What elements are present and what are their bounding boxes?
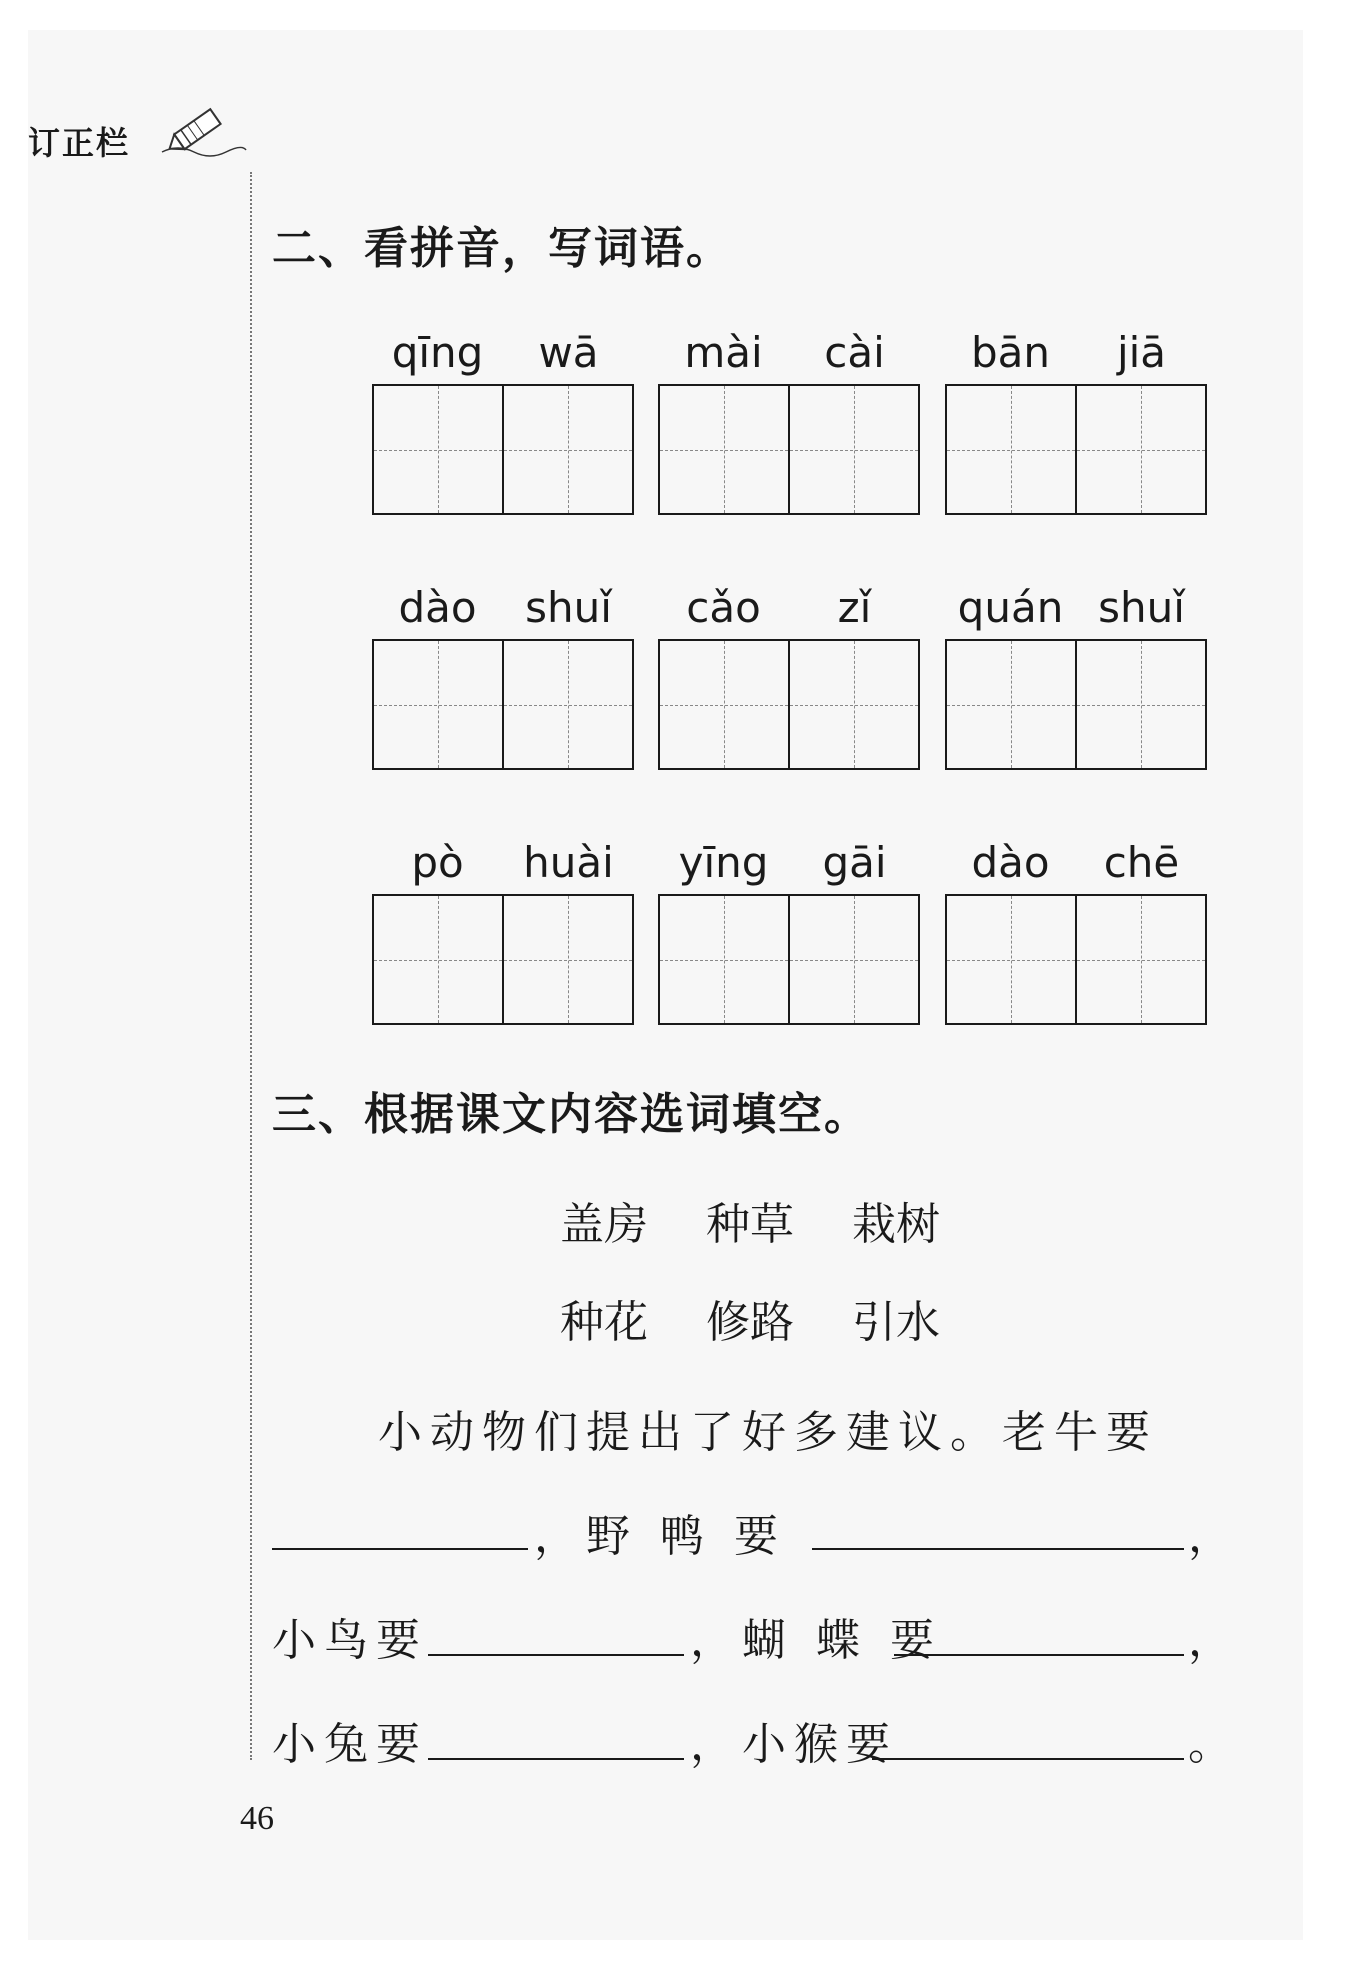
writing-cell[interactable] — [660, 386, 788, 513]
page-number: 46 — [240, 1800, 274, 1837]
answer-blank-monkey[interactable] — [872, 1758, 1184, 1760]
pinyin-syllable: quán — [957, 583, 1064, 632]
passage-text: ，野 鸭 要 — [534, 1511, 786, 1562]
correction-column-label: 订正栏 — [28, 124, 131, 162]
answer-blank-rabbit[interactable] — [428, 1758, 684, 1760]
answer-blank-old-cow[interactable] — [272, 1548, 528, 1550]
section-2-heading: 二、看拼音，写词语。 — [272, 223, 732, 274]
writing-grid — [658, 384, 920, 515]
writing-cell[interactable] — [1075, 641, 1205, 768]
writing-grid — [658, 894, 920, 1025]
writing-grid — [945, 384, 1207, 515]
answer-blank-wild-duck[interactable] — [812, 1548, 1184, 1550]
writing-cell[interactable] — [660, 896, 788, 1023]
writing-cell[interactable] — [1075, 386, 1205, 513]
passage-text: 小鸟要 — [272, 1615, 428, 1666]
writing-cell[interactable] — [788, 386, 918, 513]
pinyin-syllable: wā — [538, 328, 599, 377]
passage-text: ，蝴 蝶 要 — [690, 1615, 942, 1666]
writing-cell[interactable] — [947, 386, 1075, 513]
writing-cell[interactable] — [660, 641, 788, 768]
writing-cell[interactable] — [502, 641, 632, 768]
answer-blank-bird[interactable] — [428, 1654, 684, 1656]
margin-divider — [250, 172, 252, 1760]
writing-grid — [372, 639, 634, 770]
writing-cell[interactable] — [788, 641, 918, 768]
punctuation: ， — [1188, 1511, 1240, 1562]
pinyin-syllable: gāi — [822, 838, 887, 887]
writing-cell[interactable] — [374, 641, 502, 768]
pinyin-syllable: dào — [398, 583, 477, 632]
section-3-heading: 三、根据课文内容选词填空。 — [272, 1089, 870, 1140]
word-option: 盖房 — [560, 1199, 648, 1250]
writing-cell[interactable] — [502, 896, 632, 1023]
word-options-row-2 — [560, 1286, 940, 1350]
pinyin-syllable: bān — [970, 328, 1051, 377]
pinyin-syllable: qīng — [391, 328, 484, 377]
writing-cell[interactable] — [374, 896, 502, 1023]
writing-grid — [658, 639, 920, 770]
pinyin-syllable: jiā — [1116, 328, 1167, 377]
writing-cell[interactable] — [374, 386, 502, 513]
word-option: 种花 — [560, 1297, 648, 1348]
word-option: 种草 — [706, 1199, 794, 1250]
word-option: 栽树 — [852, 1199, 940, 1250]
writing-cell[interactable] — [947, 896, 1075, 1023]
writing-cell[interactable] — [947, 641, 1075, 768]
writing-cell[interactable] — [788, 896, 918, 1023]
writing-grid — [372, 894, 634, 1025]
pinyin-syllable: mài — [684, 328, 763, 377]
pinyin-syllable: shuǐ — [525, 583, 612, 632]
pinyin-syllable: zǐ — [837, 583, 872, 632]
pinyin-syllable: yīng — [678, 838, 769, 887]
punctuation: ， — [1188, 1615, 1240, 1666]
writing-cell[interactable] — [502, 386, 632, 513]
pinyin-syllable: shuǐ — [1098, 583, 1185, 632]
pencil-icon — [158, 100, 248, 160]
word-options-row-1 — [560, 1188, 940, 1252]
passage-text: ，小猴要 — [690, 1719, 898, 1770]
pinyin-syllable: pò — [411, 838, 464, 887]
punctuation: 。 — [1188, 1719, 1240, 1770]
pinyin-syllable: cǎo — [686, 583, 761, 632]
word-option: 引水 — [852, 1297, 940, 1348]
pinyin-syllable: huài — [523, 838, 614, 887]
pinyin-syllable: cài — [824, 328, 885, 377]
passage-text: 小兔要 — [272, 1719, 428, 1770]
passage-line-1: 小动物们提出了好多建议。老牛要 — [378, 1407, 1158, 1458]
writing-cell[interactable] — [1075, 896, 1205, 1023]
writing-grid — [945, 639, 1207, 770]
answer-blank-butterfly[interactable] — [894, 1654, 1184, 1656]
word-option: 修路 — [706, 1297, 794, 1348]
writing-grid — [372, 384, 634, 515]
pinyin-syllable: dào — [971, 838, 1050, 887]
writing-grid — [945, 894, 1207, 1025]
pinyin-syllable: chē — [1103, 838, 1180, 887]
